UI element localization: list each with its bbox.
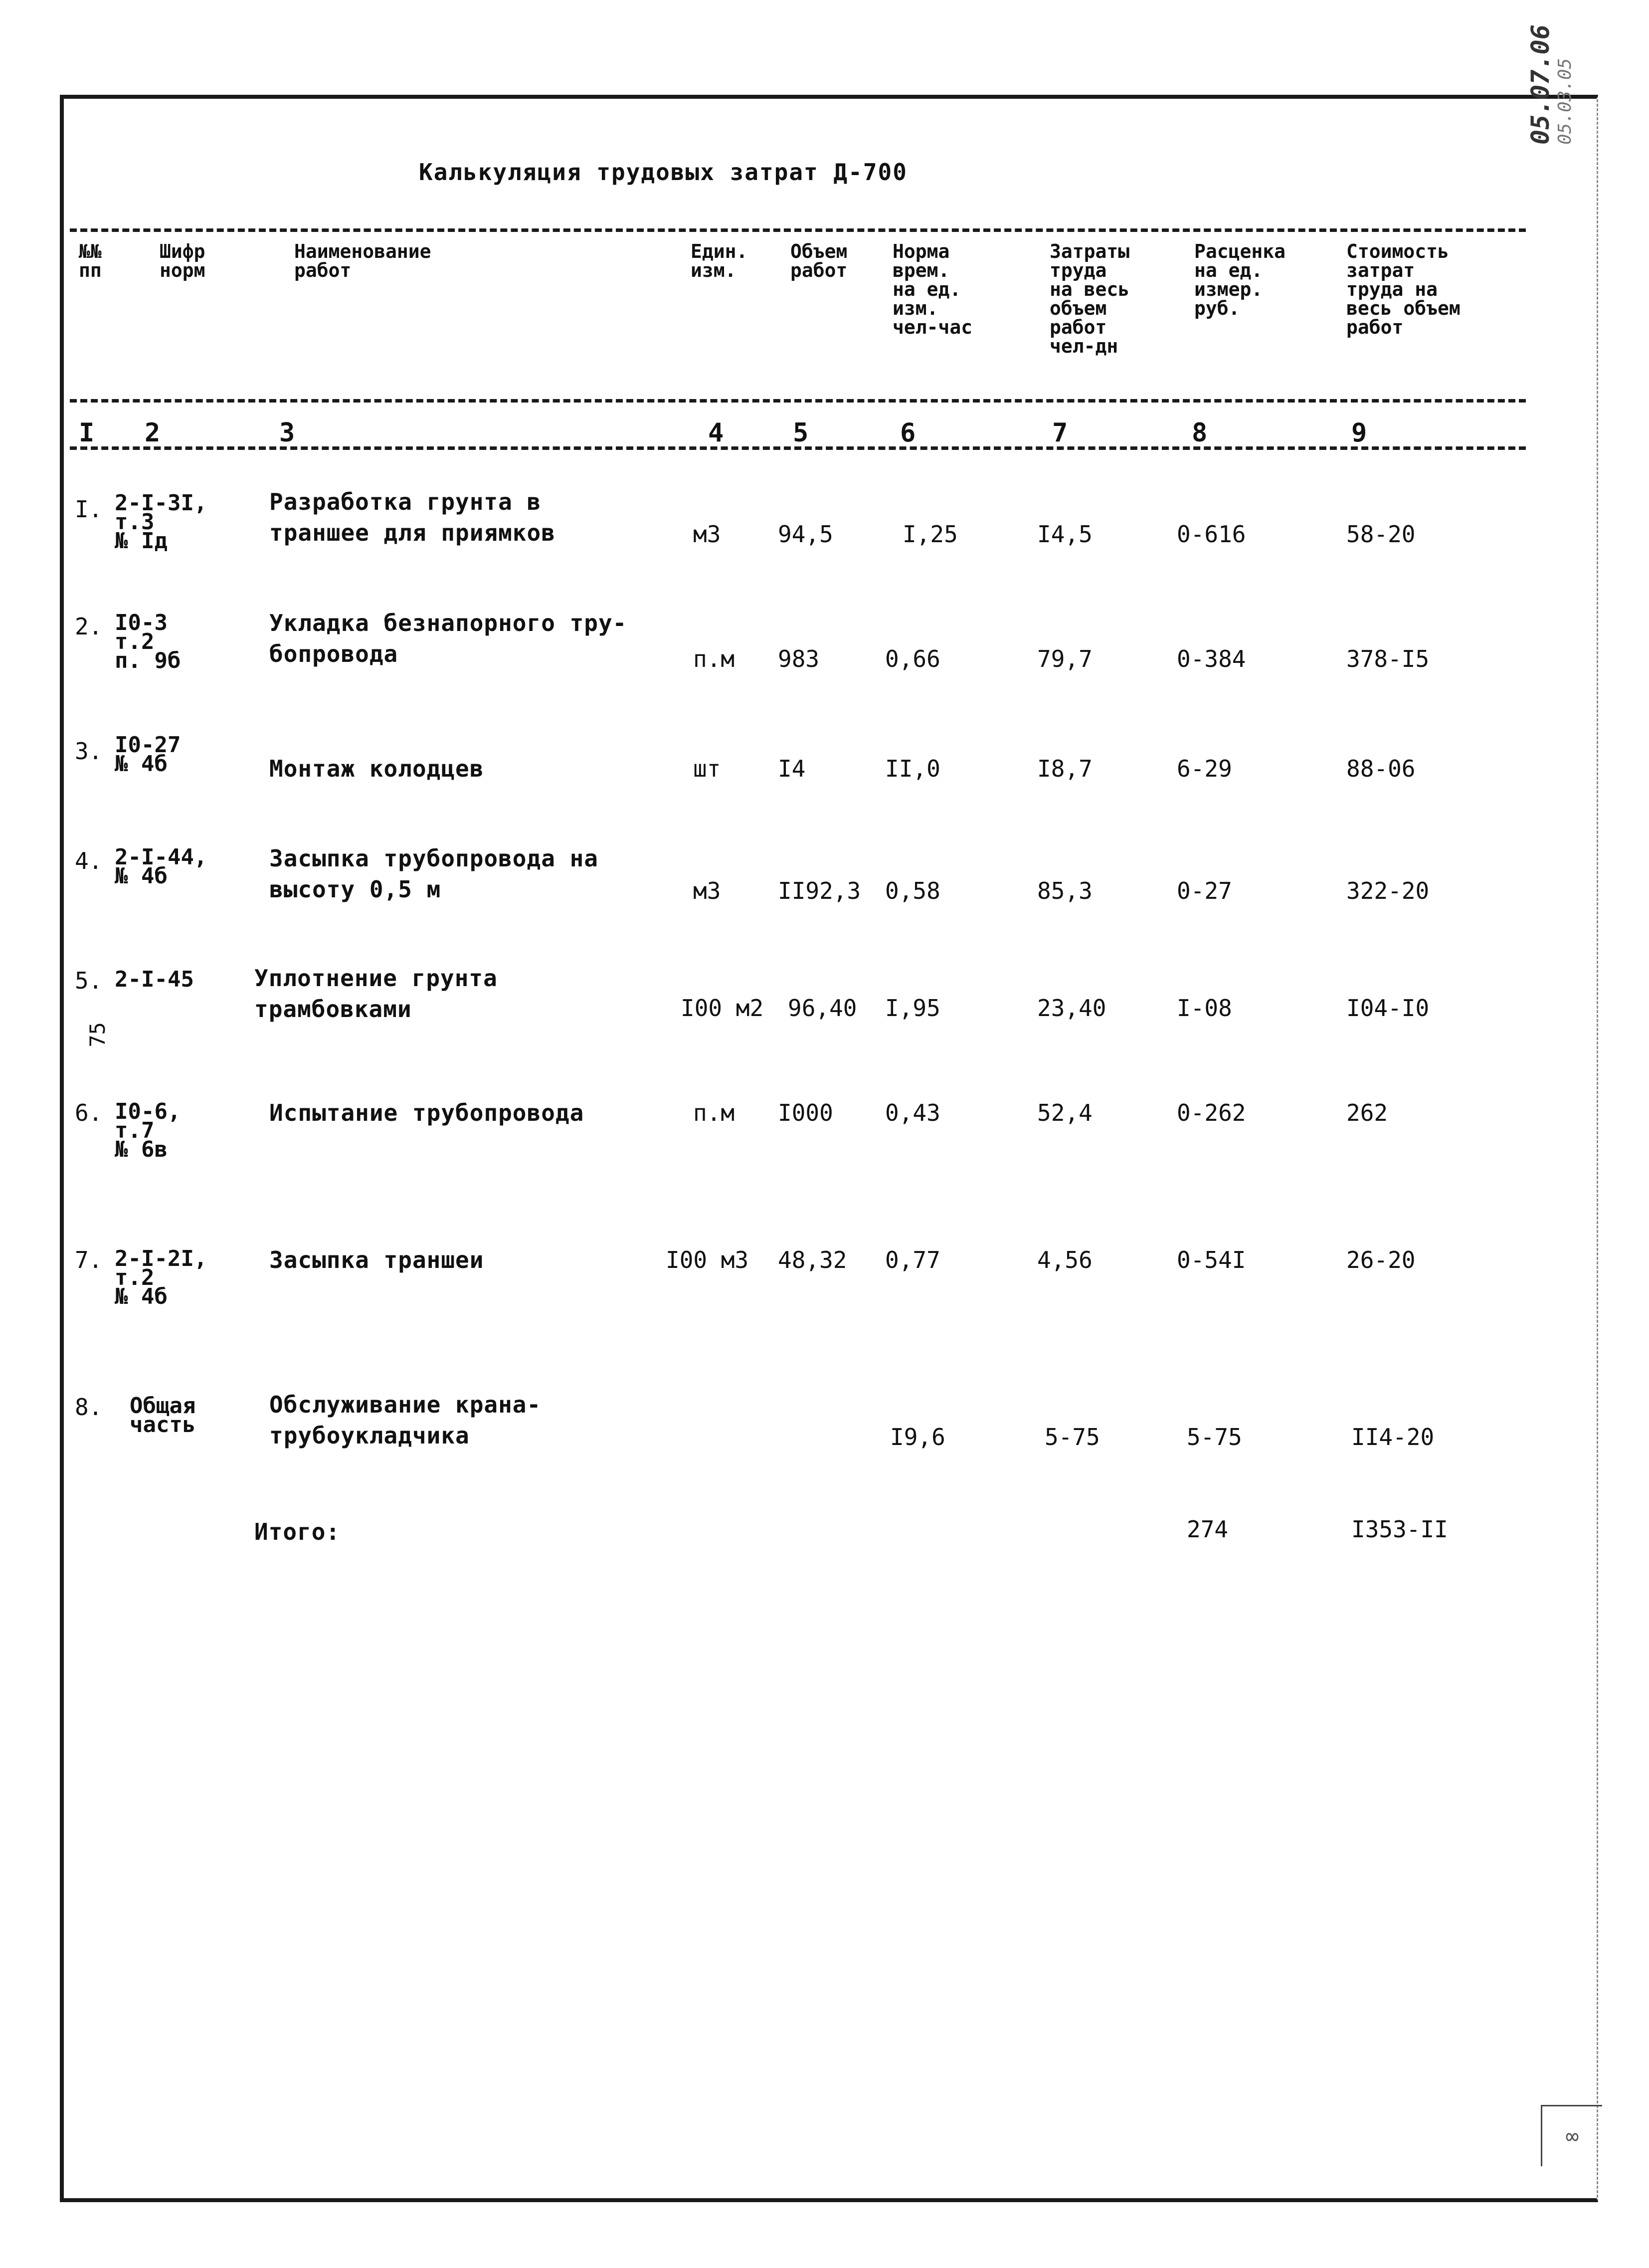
row-number: 5. — [75, 967, 103, 994]
row-rate: I-08 — [1177, 995, 1232, 1022]
column-number: I — [79, 418, 95, 448]
row-unit: I00 м2 — [681, 995, 764, 1022]
header-bottom-rule — [70, 399, 1526, 403]
row-volume: 983 — [778, 645, 820, 672]
row-labor: I4,5 — [1037, 521, 1093, 548]
row-unit: п.м — [693, 645, 735, 672]
row-work-name: Разработка грунта в траншее для приямков — [269, 488, 555, 546]
row-norm-code: 2-I-45 — [115, 967, 194, 992]
row-cost: 26-20 — [1346, 1246, 1416, 1273]
row-cost: I04-I0 — [1346, 995, 1430, 1022]
row-unit: п.м — [693, 1099, 735, 1126]
row-time-norm: I,25 — [903, 521, 958, 548]
total-cost: I353-II — [1351, 1516, 1448, 1543]
column-number: 8 — [1192, 418, 1208, 448]
row-number: I. — [75, 496, 103, 523]
row-norm-code: 2-I-3I, т.3 № Iд — [115, 490, 207, 554]
total-label: Итого: — [254, 1518, 341, 1545]
row-unit: м3 — [693, 877, 721, 904]
row-norm-code: 2-I-44, № 4б — [115, 844, 207, 889]
document-title: Калькуляция трудовых затрат Д-700 — [419, 159, 908, 186]
page-corner-mark: ∞ — [1541, 2105, 1602, 2166]
row-cost: 58-20 — [1346, 521, 1416, 548]
row-rate: 0-54I — [1177, 1246, 1246, 1273]
header-time-norm: Норма врем. на ед. изм. чел-час — [893, 240, 973, 338]
row-volume: I000 — [778, 1099, 833, 1126]
header-labor-cost: Затраты труда на весь объем работ чел-дн — [1050, 240, 1130, 357]
row-work-name: Засыпка трубопровода на высоту 0,5 м — [269, 845, 598, 903]
row-norm-code: I0-6, т.7 № 6в — [115, 1099, 181, 1162]
row-time-norm: I9,6 — [890, 1424, 945, 1450]
row-norm-code: I0-27 № 4б — [115, 732, 181, 777]
row-unit: шт — [693, 755, 721, 782]
row-cost: 88-06 — [1346, 755, 1416, 782]
column-number: 3 — [279, 418, 295, 448]
header-norm-code: Шифр норм — [160, 240, 205, 281]
row-volume: 48,32 — [778, 1246, 847, 1273]
total-rate: 274 — [1187, 1516, 1229, 1543]
column-number: 2 — [145, 418, 161, 448]
row-rate: 0-27 — [1177, 877, 1232, 904]
row-labor: 5-75 — [1045, 1424, 1100, 1450]
row-number: 2. — [75, 613, 103, 640]
row-labor: 85,3 — [1037, 877, 1093, 904]
row-cost: II4-20 — [1351, 1424, 1435, 1450]
header-top-rule — [70, 228, 1526, 232]
side-code-main: 05.07.06 — [1526, 24, 1555, 145]
row-work-name: Засыпка траншеи — [269, 1246, 484, 1273]
row-volume: 94,5 — [778, 521, 833, 548]
row-labor: I8,7 — [1037, 755, 1093, 782]
header-volume: Объем работ — [790, 240, 848, 281]
column-number: 4 — [708, 418, 724, 448]
row-rate: 6-29 — [1177, 755, 1232, 782]
row-labor: 23,40 — [1037, 995, 1106, 1022]
row-volume: 96,40 — [788, 995, 857, 1022]
row-time-norm: 0,43 — [885, 1099, 940, 1126]
row-number: 6. — [75, 1099, 103, 1126]
row-time-norm: 0,58 — [885, 877, 940, 904]
row-norm-code: I0-3 т.2 п. 9б — [115, 610, 181, 673]
row-norm-code: Общая часть — [130, 1393, 196, 1438]
margin-page-number: 75 — [85, 1022, 110, 1047]
row-number: 4. — [75, 847, 103, 874]
document-frame — [60, 95, 1598, 2202]
row-cost: 322-20 — [1346, 877, 1430, 904]
column-number: 9 — [1351, 418, 1367, 448]
row-work-name: Монтаж колодцев — [269, 755, 484, 782]
row-rate: 0-616 — [1177, 521, 1246, 548]
row-rate: 0-262 — [1177, 1099, 1246, 1126]
row-labor: 79,7 — [1037, 645, 1093, 672]
row-volume: II92,3 — [778, 877, 861, 904]
row-unit: I00 м3 — [666, 1246, 749, 1273]
row-number: 3. — [75, 738, 103, 765]
row-rate: 0-384 — [1177, 645, 1246, 672]
header-total-cost: Стоимость затрат труда на весь объем работ — [1346, 240, 1461, 338]
row-time-norm: 0,77 — [885, 1246, 940, 1273]
row-volume: I4 — [778, 755, 806, 782]
row-norm-code: 2-I-2I, т.2 № 4б — [115, 1246, 207, 1309]
row-time-norm: I,95 — [885, 995, 940, 1022]
row-work-name: Уплотнение грунта трамбовками — [254, 965, 498, 1023]
row-number: 7. — [75, 1246, 103, 1273]
row-cost: 378-I5 — [1346, 645, 1430, 672]
column-number: 7 — [1052, 418, 1068, 448]
header-work-name: Наименование работ — [294, 240, 431, 281]
row-time-norm: 0,66 — [885, 645, 940, 672]
row-work-name: Обслуживание крана- трубоукладчика — [269, 1391, 542, 1449]
row-labor: 4,56 — [1037, 1246, 1093, 1273]
side-registration-code — [1526, 24, 1575, 145]
header-unit: Един. изм. — [691, 240, 748, 281]
header-unit-rate: Расценка на ед. измер. руб. — [1194, 240, 1286, 319]
header-number: №№ пп — [79, 240, 102, 281]
row-number: 8. — [75, 1394, 103, 1421]
row-time-norm: II,0 — [885, 755, 940, 782]
row-work-name: Испытание трубопровода — [269, 1099, 584, 1126]
row-work-name: Укладка безнапорного тру- бопровода — [269, 610, 627, 667]
row-cost: 262 — [1346, 1099, 1388, 1126]
row-rate: 5-75 — [1187, 1424, 1242, 1450]
column-number: 5 — [793, 418, 809, 448]
row-labor: 52,4 — [1037, 1099, 1093, 1126]
side-code-sub: 05.03.05 — [1555, 58, 1575, 145]
row-unit: м3 — [693, 521, 721, 548]
column-number: 6 — [900, 418, 916, 448]
